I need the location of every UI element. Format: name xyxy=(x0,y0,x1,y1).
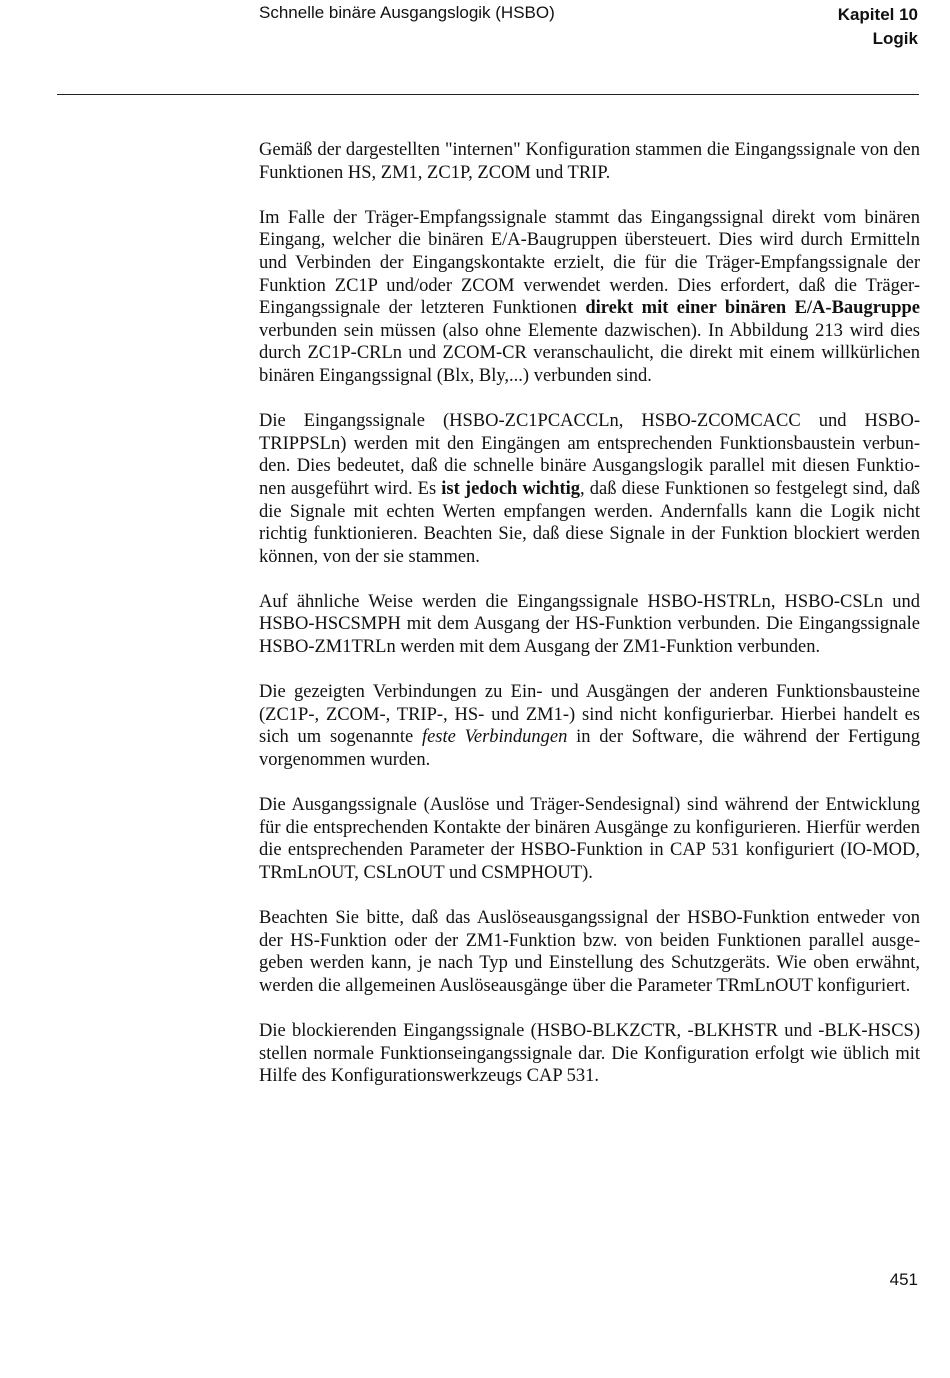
paragraph-5-text-end: in der Software, die während der Fertigung vorgenommen wurden. xyxy=(259,727,920,771)
paragraph-5-text: Die gezeigten Verbindungen zu Ein- und Ausgängen der anderen Funktionsbausteine (ZC1P-, ZCOM-, TRIP-, HS- und ZM1-) sind nicht konfigurierbar. Hierbei handelt es sich um sogenannte xyxy=(259,682,920,748)
paragraph-2 xyxy=(259,207,920,388)
paragraph-3-text-end: , daß diese Funktionen so festgelegt sind, daß die Signale mit echten Werten empfangen werden. Andernfalls kann die Logik nicht richtig funktionieren. Beachten Sie, daß diese Signale in der Funktion blockiert werden können, von der sie stammen. xyxy=(259,478,920,567)
paragraph-3-emphasis: ist jedoch wichtig xyxy=(441,478,580,499)
running-header-section: Schnelle binäre Ausgangslogik (HSBO) xyxy=(259,3,555,22)
body-text xyxy=(259,139,920,1088)
paragraph-2-text: Im Falle der Träger-Empfangssignale stammt das Eingangssignal direkt vom binären Eingang, welcher die binären E/A-Baugruppen übersteuert. Dies wird durch Ermitteln und Verbinden der Eingangskontakte erzielt, die für die Träger-Empfangssignale der Funktion ZC1P und/oder ZCOM verwendet werden. Dies erfordert, daß die Träger-Eingangssignale der letzteren Funktionen xyxy=(259,207,920,319)
page-number: 451 xyxy=(889,1270,918,1289)
paragraph-4: Auf ähnliche Weise werden die Eingangssignale HSBO-HSTRLn, HSBO-CSLn und HSBO-HSCSMPH mit dem Ausgang der HS-Funktion verbunden. Die Eingangssignale HSBO-ZM1TRLn werden mit dem Ausgang der ZM1-Funktion verbunden. xyxy=(259,591,920,658)
paragraph-1: Gemäß der dargestellten "internen" Konfiguration stammen die Eingangssignale von den Funktionen HS, ZM1, ZC1P, ZCOM und TRIP. xyxy=(259,140,920,183)
running-header-chapter xyxy=(838,3,918,51)
header-rule xyxy=(57,94,919,95)
paragraph-2-text-end: verbunden sein müssen (also ohne Elemente dazwischen). In Abbildung 213 wird dies durch ZC1P-CRLn und ZCOM-CR veranschaulicht, die direkt mit einem willkürlichen binären Eingangssignal (Blx, Bly,...) verbunden sind. xyxy=(259,320,920,386)
chapter-title: Logik xyxy=(872,29,918,48)
chapter-number: Kapitel 10 xyxy=(837,5,918,24)
paragraph-3-text: Die Eingangssignale (HSBO-ZC1PCACCLn, HSBO-ZCOMCACC und HSBO-TRIPPSLn) werden mit den Eingängen am entsprechenden Funktionsbaustein verbunden. Dies bedeutet, daß die schnelle binäre Ausgangslogik parallel mit diesen Funktionen ausgeführt wird. Es xyxy=(259,411,920,499)
paragraph-6: Die Ausgangssignale (Auslöse und Träger-Sendesignal) sind während der Entwicklung für die entsprechenden Kontakte der binären Ausgänge zu konfigurieren. Hierfür werden die entsprechenden Parameter der HSBO-Funktion in CAP 531 konfiguriert (IO-MOD, TRmLnOUT, CSLnOUT und CSMPHOUT). xyxy=(259,795,920,883)
paragraph-2-emphasis: direkt mit einer binären E/A-Baugruppe xyxy=(585,298,920,319)
paragraph-5 xyxy=(259,681,920,771)
paragraph-8: Die blockierenden Eingangssignale (HSBO-BLKZCTR, -BLKHSTR und -BLK-HSCS) stellen normale Funktionseingangssignale dar. Die Konfiguration erfolgt wie üblich mit Hilfe des Konfigurationswerkzeugs CAP 531. xyxy=(259,1021,920,1087)
paragraph-5-emphasis: feste Verbindungen xyxy=(421,727,568,748)
paragraph-3 xyxy=(259,410,920,568)
paragraph-7: Beachten Sie bitte, daß das Auslöseausgangssignal der HSBO-Funktion entweder von der HS-Funktion oder der ZM1-Funktion bzw. von beiden Funktionen parallel ausgegeben werden kann, je nach Typ und Einstellung des Schutzgeräts. Wie oben erwähnt, werden die allgemeinen Auslöseausgänge über die Parameter TRmLnOUT konfiguriert. xyxy=(259,908,920,996)
